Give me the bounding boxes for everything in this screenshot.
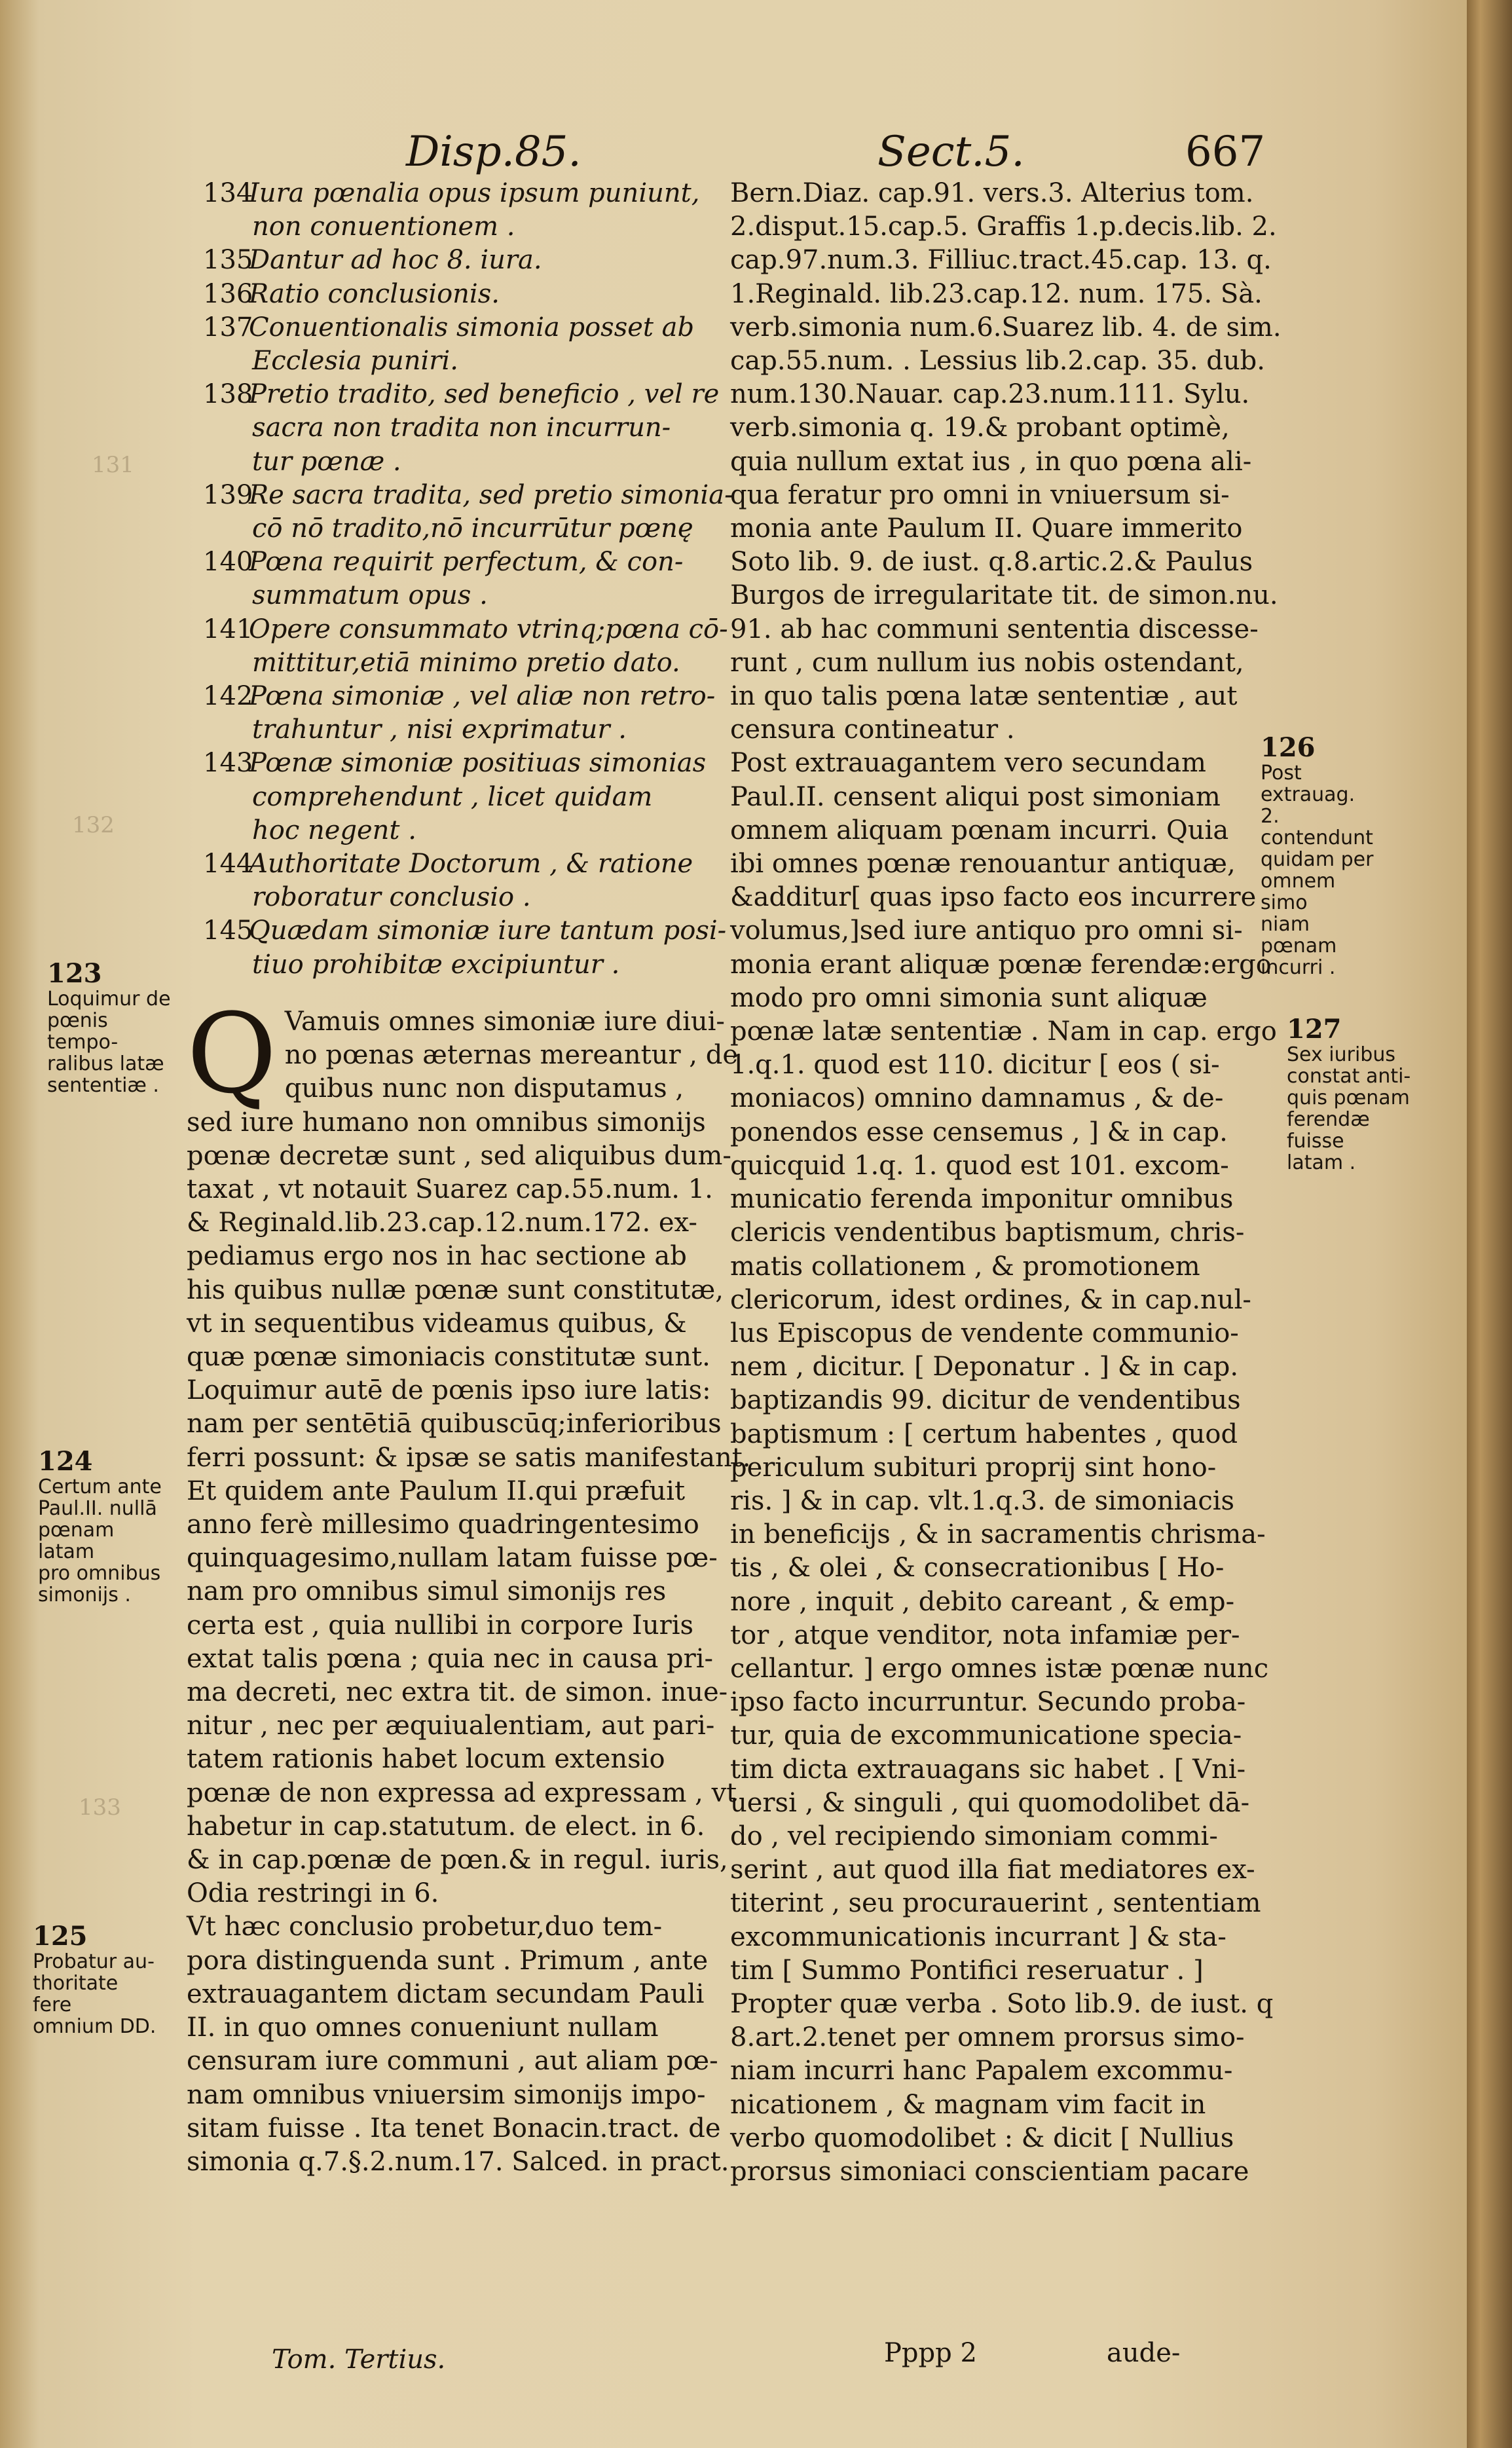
text-line: pediamus ergo nos in hac sectione ab — [187, 1241, 687, 1272]
margin-note-line: sententiæ . — [47, 1074, 159, 1097]
summary-number: 134 — [203, 178, 253, 208]
summary-line — [203, 278, 727, 311]
text-line: tur, quia de excommunicatione specia- — [730, 1720, 1242, 1751]
summary-number: 141 — [203, 614, 253, 644]
summary-line — [203, 914, 727, 948]
text-line: &additur[ quas ipso facto eos incurrere — [730, 882, 1257, 913]
summary-number: 137 — [203, 312, 253, 343]
text-line: Odia restringi in 6. — [187, 1878, 439, 1909]
margin-note-124 — [38, 1446, 162, 1606]
margin-note-number: 123 — [47, 958, 102, 989]
text-line: excommunicationis incurrant ] & sta- — [730, 1921, 1226, 1952]
summary-text: cō nō tradito,nō incurrūtur pœnę — [252, 513, 693, 544]
summary-text: Conuentionalis simonia posset ab — [249, 312, 695, 343]
margin-note-125 — [33, 1921, 157, 2038]
text-line: ponendos esse censemus , ] & in cap. — [730, 1117, 1228, 1147]
text-line: certa est , quia nullibi in corpore Iuris — [187, 1610, 694, 1641]
text-line: runt , cum nullum ius nobis ostendant, — [730, 647, 1244, 678]
text-line: moniacos) omnino damnamus , & de- — [730, 1083, 1224, 1114]
text-line: Soto lib. 9. de iust. q.8.artic.2.& Paulus — [730, 547, 1253, 578]
text-line: verbo quomodolibet : & dicit [ Nullius — [730, 2123, 1234, 2153]
margin-note-line: ferendæ fuisse — [1287, 1108, 1370, 1153]
page-number: 667 — [1185, 128, 1266, 176]
text-line: in beneficijs , & in sacramentis chrisma- — [730, 1519, 1266, 1550]
text-line: nam pro omnibus simul simonijs res — [187, 1576, 667, 1607]
text-line: quia nullum extat ius , in quo pœna ali- — [730, 446, 1252, 477]
summary-line — [203, 546, 727, 579]
margin-note-line: quidam per — [1261, 848, 1374, 871]
text-line: sitam fuisse . Ita tenet Bonacin.tract. de — [187, 2113, 721, 2143]
margin-note-number: 126 — [1261, 732, 1316, 763]
text-line: quibus nunc non disputamus , — [284, 1073, 684, 1104]
text-line: nam omnibus vniuersim simonijs impo- — [187, 2079, 706, 2110]
text-line: Propter quæ verba . Soto lib.9. de iust. q — [730, 1988, 1274, 2019]
margin-note-line: Loquimur de — [47, 988, 171, 1011]
right-column — [730, 177, 1282, 2189]
margin-note-number: 124 — [38, 1446, 93, 1477]
text-line: quicquid 1.q. 1. quod est 101. excom- — [730, 1150, 1229, 1181]
summary-line — [203, 814, 727, 847]
margin-note-line: pœnis tempo- — [47, 1009, 119, 1054]
text-line: extrauagantem dictam secundam Pauli — [187, 1978, 705, 2009]
summary-text: sacra non tradita non incurrun- — [252, 413, 671, 443]
margin-note-line: Probatur au- — [33, 1950, 155, 1973]
summary-text: Authoritate Doctorum , & ratione — [249, 849, 693, 880]
summary-text: Re sacra tradita, sed pretio simonia- — [249, 479, 733, 510]
text-line: matis collationem , & promotionem — [730, 1251, 1200, 1282]
margin-note-127 — [1287, 1014, 1411, 1174]
text-line: in quo talis pœna latæ sententiæ , aut — [730, 681, 1238, 712]
text-line: serint , aut quod illa fiat mediatores ex- — [730, 1855, 1255, 1885]
text-line: uersi , & singuli , qui quomodolibet dā- — [730, 1787, 1250, 1818]
summary-number: 144 — [203, 849, 253, 880]
text-line: no pœnas æternas mereantur , de — [284, 1040, 738, 1071]
text-line: nam per sentētiā quibuscūq;inferioribus — [187, 1409, 722, 1439]
margin-note-line: thoritate fere — [33, 1972, 119, 2016]
text-line: municatio ferenda imponitur omnibus — [730, 1184, 1234, 1215]
text-line: Post extrauagantem vero secundam — [730, 748, 1206, 779]
text-line: omnem aliquam pœnam incurri. Quia — [730, 815, 1229, 845]
summary-number: 139 — [203, 479, 253, 510]
text-line: monia ante Paulum II. Quare immerito — [730, 513, 1243, 544]
text-line: Loquimur autē de pœnis ipso iure latis: — [187, 1375, 711, 1406]
text-line: taxat , vt notauit Suarez cap.55.num. 1. — [187, 1174, 713, 1205]
summary-text: non conuentionem . — [252, 212, 515, 242]
text-line: nore , inquit , debito careant , & emp- — [730, 1586, 1235, 1617]
text-line: num.130.Nauar. cap.23.num.111. Sylu. — [730, 379, 1250, 410]
bleed-through-number: 133 — [79, 1794, 121, 1821]
summary-line — [203, 378, 727, 411]
margin-note-line: constat anti- — [1287, 1065, 1411, 1088]
margin-note-line: incurri . — [1261, 956, 1336, 979]
summary-text: Ecclesia puniri. — [252, 346, 458, 377]
text-line: anno ferè millesimo quadringentesimo — [187, 1510, 699, 1540]
text-line: titerint , seu procurauerint , sententiam — [730, 1888, 1261, 1919]
summary-number: 136 — [203, 278, 253, 309]
running-title: Disp.85. — [406, 128, 581, 176]
text-line: Paul.II. censent aliqui post simoniam — [730, 781, 1221, 812]
text-line: & Reginald.lib.23.cap.12.num.172. ex- — [187, 1208, 697, 1238]
summary-line — [203, 512, 727, 546]
text-line: verb.simonia q. 19.& probant optimè, — [730, 413, 1230, 443]
text-line: nicationem , & magnam vim facit in — [730, 2089, 1206, 2120]
margin-note-line: Sex iuribus — [1287, 1043, 1395, 1066]
margin-note-line: Paul.II. nullā — [38, 1497, 157, 1520]
text-line: extat talis pœna ; quia nec in causa pri- — [187, 1643, 714, 1674]
summary-line — [203, 847, 727, 881]
margin-note-line: simonijs . — [38, 1584, 131, 1606]
text-line: verb.simonia num.6.Suarez lib. 4. de sim. — [730, 312, 1282, 343]
text-line: tor , atque venditor, nota infamiæ per- — [730, 1620, 1240, 1650]
margin-note-line: 2. contendunt — [1261, 805, 1373, 849]
text-line: censura contineatur . — [730, 714, 1015, 745]
summary-text: Pœna simoniæ , vel aliæ non retro- — [249, 681, 716, 712]
summary-line — [203, 177, 727, 210]
text-line: volumus,]sed iure antiquo pro omni si- — [730, 916, 1243, 946]
text-line: cellantur. ] ergo omnes istæ pœnæ nunc — [730, 1653, 1269, 1684]
text-line: periculum subituri proprij sint hono- — [730, 1452, 1217, 1483]
text-line: ris. ] & in cap. vlt.1.q.3. de simoniacis — [730, 1485, 1235, 1516]
summary-text: Pretio tradito, sed beneficio , vel re — [249, 379, 720, 410]
summary-line — [203, 747, 727, 780]
summary-number: 143 — [203, 748, 253, 779]
section-label: Sect.5. — [877, 128, 1025, 176]
summary-text: trahuntur , nisi exprimatur . — [252, 714, 627, 745]
summary-number: 145 — [203, 916, 253, 946]
text-line: Vt hæc conclusio probetur,duo tem- — [187, 1912, 663, 1942]
catchword: aude- — [1107, 2338, 1181, 2368]
text-line: Burgos de irregularitate tit. de simon.nu. — [730, 580, 1278, 611]
summary-text: tiuo prohibitæ excipiuntur . — [252, 949, 620, 980]
summary-text: summatum opus . — [252, 580, 488, 611]
text-line: quæ pœnæ simoniacis constitutæ sunt. — [187, 1342, 710, 1373]
summary-number: 138 — [203, 379, 253, 410]
text-line: simonia q.7.§.2.num.17. Salced. in pract. — [187, 2146, 729, 2177]
summary-line — [203, 881, 727, 914]
text-line: clericis vendentibus baptismum, chris- — [730, 1217, 1245, 1248]
summary-line — [203, 344, 727, 378]
text-line: pora distinguenda sunt . Primum , ante — [187, 1945, 709, 1976]
summary-text: comprehendunt , licet quidam — [252, 781, 653, 812]
summary-text: Quædam simoniæ iure tantum posi- — [249, 916, 727, 946]
margin-note-number: 127 — [1287, 1014, 1342, 1045]
text-line: Vamuis omnes simoniæ iure diui- — [284, 1007, 725, 1037]
text-line: cap.55.num. . Lessius lib.2.cap. 35. dub. — [730, 346, 1265, 377]
text-line: II. in quo omnes conueniunt nullam — [187, 2012, 659, 2043]
margin-note-line: ralibus latæ — [47, 1052, 164, 1075]
text-line: habetur in cap.statutum. de elect. in 6. — [187, 1811, 705, 1842]
margin-note-123 — [47, 958, 172, 1097]
text-line: ibi omnes pœnæ renouantur antiquæ, — [730, 849, 1236, 880]
text-line: 1.Reginald. lib.23.cap.12. num. 175. Sà. — [730, 278, 1263, 309]
drop-cap: Q — [187, 990, 277, 1118]
text-line: Et quidem ante Paulum II.qui præfuit — [187, 1475, 686, 1506]
text-line: his quibus nullæ pœnæ sunt constitutæ, — [187, 1274, 724, 1305]
text-line: nem , dicitur. [ Deponatur . ] & in cap. — [730, 1352, 1239, 1382]
text-line: pœnæ latæ sententiæ . Nam in cap. ergo — [730, 1016, 1277, 1047]
text-line: vt in sequentibus videamus quibus, & — [187, 1308, 687, 1339]
summary-line — [203, 646, 727, 680]
summary-number: 135 — [203, 245, 253, 276]
text-line: sed iure humano non omnibus simonijs — [187, 1107, 706, 1138]
summary-text: Opere consummato vtrinq;pœna cō- — [249, 614, 728, 644]
margin-note-line: pro omnibus — [38, 1562, 161, 1585]
summary-text: Pœnæ simoniæ positiuas simonias — [249, 748, 707, 779]
summary-text: mittitur,etiā minimo pretio dato. — [252, 647, 680, 678]
bleed-through-number: 132 — [72, 812, 115, 838]
text-line: ipso facto incurruntur. Secundo proba- — [730, 1687, 1246, 1718]
margin-note-line: omnem simo — [1261, 870, 1336, 914]
summary-line — [203, 244, 727, 277]
summary-line — [203, 479, 733, 512]
summary-text: tur pœnæ . — [252, 446, 401, 477]
summary-text: Ratio conclusionis. — [249, 278, 500, 309]
text-line: 91. ab hac communi sententia discesse- — [730, 614, 1259, 644]
text-line: baptismum : [ certum habentes , quod — [730, 1419, 1238, 1449]
text-line: ferri possunt: & ipsæ se satis manifestant. — [187, 1442, 751, 1473]
volume-line: Tom. Tertius. — [272, 2345, 446, 2375]
summary-line — [203, 680, 727, 713]
left-column — [187, 990, 751, 2179]
summary-line — [203, 781, 727, 814]
text-line: pœnæ decretæ sunt , sed aliquibus dum- — [187, 1140, 731, 1171]
text-line: lus Episcopus de vendente communio- — [730, 1318, 1239, 1348]
text-line: nitur , nec per æquiualentiam, aut pari- — [187, 1711, 715, 1741]
summary-line — [203, 210, 727, 244]
text-line: clericorum, idest ordines, & in cap.nul- — [730, 1284, 1251, 1315]
summary-text: Pœna requirit perfectum, & con- — [249, 547, 684, 578]
summary-text: Dantur ad hoc 8. iura. — [249, 245, 542, 276]
text-line: niam incurri hanc Papalem excommu- — [730, 2056, 1233, 2086]
bleed-through-number: 131 — [92, 452, 134, 478]
margin-note-126 — [1261, 732, 1385, 979]
text-line: baptizandis 99. dicitur de vendentibus — [730, 1385, 1241, 1416]
summary-text: hoc negent . — [252, 815, 416, 845]
summary-line — [203, 311, 727, 344]
margin-note-line: omnium DD. — [33, 2015, 157, 2038]
text-line: 2.disput.15.cap.5. Graffis 1.p.decis.lib. 2. — [730, 212, 1277, 242]
summary-list — [203, 177, 733, 982]
text-line: quinquagesimo,nullam latam fuisse pœ- — [187, 1543, 718, 1574]
text-line: tis , & olei , & consecrationibus [ Ho- — [730, 1553, 1225, 1584]
signature-mark: Pppp 2 — [884, 2338, 977, 2368]
text-line: cap.97.num.3. Filliuc.tract.45.cap. 13. q. — [730, 245, 1272, 276]
text-line: 8.art.2.tenet per omnem prorsus simo- — [730, 2022, 1245, 2053]
summary-text: Iura pœnalia opus ipsum puniunt, — [249, 178, 700, 208]
summary-line — [203, 948, 727, 982]
margin-note-number: 125 — [33, 1921, 88, 1952]
summary-line — [203, 411, 727, 445]
text-line: Bern.Diaz. cap.91. vers.3. Alterius tom. — [730, 178, 1254, 208]
margin-note-line: pœnam latam — [38, 1519, 115, 1563]
text-line: tim [ Summo Pontifici reseruatur . ] — [730, 1955, 1204, 1986]
text-line: do , vel recipiendo simoniam commi- — [730, 1821, 1218, 1851]
margin-note-line: Certum ante — [38, 1475, 162, 1498]
summary-line — [203, 579, 727, 612]
margin-note-line: Post extrauag. — [1261, 762, 1355, 806]
text-line: tim dicta extrauagans sic habet . [ Vni- — [730, 1754, 1246, 1785]
text-line: 1.q.1. quod est 110. dicitur [ eos ( si- — [730, 1050, 1220, 1081]
margin-note-line: quis pœnam — [1287, 1086, 1410, 1109]
text-line: censuram iure communi , aut aliam pœ- — [187, 2046, 718, 2077]
summary-number: 142 — [203, 681, 253, 712]
text-line: monia erant aliquæ pœnæ ferendæ:ergo — [730, 949, 1272, 980]
summary-text: roboratur conclusio . — [252, 882, 531, 913]
text-line: qua feratur pro omni in vniuersum si- — [730, 479, 1230, 510]
summary-line — [203, 445, 727, 479]
text-line: & in cap.pœnæ de pœn.& in regul. iuris, — [187, 1845, 728, 1876]
text-line: tatem rationis habet locum extensio — [187, 1744, 665, 1775]
text-line: prorsus simoniaci conscientiam pacare — [730, 2156, 1249, 2187]
margin-note-line: latam . — [1287, 1151, 1356, 1174]
text-line: ma decreti, nec extra tit. de simon. inue- — [187, 1677, 728, 1708]
summary-line — [203, 613, 727, 646]
summary-number: 140 — [203, 547, 253, 578]
text-line: pœnæ de non expressa ad expressam , vt — [187, 1777, 737, 1808]
text-line: modo pro omni simonia sunt aliquæ — [730, 982, 1208, 1013]
summary-line — [203, 713, 727, 747]
margin-note-line: niam pœnam — [1261, 913, 1337, 957]
page-edge — [1467, 0, 1512, 2448]
